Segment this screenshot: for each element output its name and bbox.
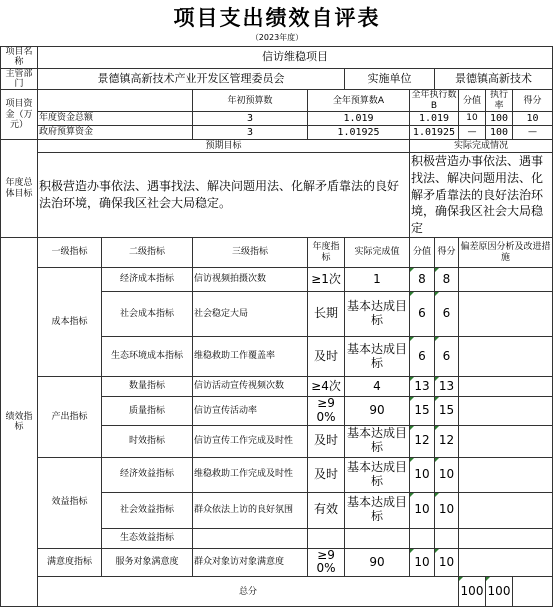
total-label: 总分 xyxy=(38,577,459,607)
gov-funds-label: 政府预算资金 xyxy=(38,126,193,140)
total-full-exec: 1.019 xyxy=(410,112,459,126)
indicator-row xyxy=(1,268,553,292)
total-full-budget: 1.019 xyxy=(308,112,410,126)
actual-cell: 90 xyxy=(345,548,410,577)
points-cell: 12 xyxy=(435,425,459,457)
indicator-header-row xyxy=(1,238,553,268)
total-score: 10 xyxy=(513,112,553,126)
points-cell: 10 xyxy=(435,548,459,577)
target-cell xyxy=(308,528,345,548)
value-cell: 8 xyxy=(410,268,435,292)
level3-cell: 信访宣传活动率 xyxy=(193,397,308,426)
col-score-value: 分值 xyxy=(459,90,486,112)
expected-goal-text: 积极营造办事依法、遇事找法、解决问题用法、化解矛盾靠法的良好法治环境，确保我区社会大局稳定。 xyxy=(38,153,410,238)
form-year: （2023年度） xyxy=(250,33,304,42)
form-title: 项目支出绩效自评表 xyxy=(173,5,381,30)
col-full-budget: 全年预算数A xyxy=(308,90,410,112)
gov-score: — xyxy=(513,126,553,140)
col-full-exec: 全年执行数B xyxy=(411,90,457,111)
value-cell: 10 xyxy=(410,492,435,528)
total-initial: 3 xyxy=(193,112,308,126)
total-deviation xyxy=(513,577,553,607)
level2-cell: 服务对象满意度 xyxy=(102,548,193,577)
actual-cell: 基本达成目标 xyxy=(345,492,410,528)
group-satisfaction: 满意度指标 xyxy=(38,548,102,577)
performance-indicators-label: 绩效指标 xyxy=(1,238,38,607)
level3-cell: 信访宣传工作完成及时性 xyxy=(193,425,308,457)
points-cell: 15 xyxy=(435,397,459,426)
value-cell: 6 xyxy=(410,292,435,337)
total-score-value: 10 xyxy=(459,112,486,126)
total-value: 100 xyxy=(459,577,486,607)
col-value: 分值 xyxy=(410,238,435,268)
yearly-goal-label: 年度总体目标 xyxy=(1,140,38,238)
target-cell: 及时 xyxy=(308,425,345,457)
actual-cell: 基本达成目标 xyxy=(345,292,410,337)
level2-cell: 时效指标 xyxy=(102,425,193,457)
level2-cell: 社会效益指标 xyxy=(102,492,193,528)
actual-cell: 基本达成目标 xyxy=(345,457,410,492)
target-cell: 及时 xyxy=(308,457,345,492)
actual-status-label: 实际完成情况 xyxy=(410,140,553,153)
funds-label: 项目资金（万元） xyxy=(1,90,38,140)
deviation-cell xyxy=(459,457,553,492)
deviation-cell xyxy=(459,397,553,426)
impl-unit-value: 景德镇高新技术 xyxy=(435,68,553,90)
deviation-cell xyxy=(459,268,553,292)
deviation-cell xyxy=(459,292,553,337)
actual-cell: 基本达成目标 xyxy=(345,425,410,457)
deviation-cell xyxy=(459,528,553,548)
level2-cell: 经济成本指标 xyxy=(102,268,193,292)
actual-cell: 4 xyxy=(345,377,410,397)
col-level1: 一级指标 xyxy=(38,238,102,268)
level3-cell: 信访活动宣传视频次数 xyxy=(193,377,308,397)
level3-cell: 维稳救助工作完成及时性 xyxy=(193,457,308,492)
level2-cell: 生态环境成本指标 xyxy=(102,337,193,377)
actual-status-text: 积极营造办事依法、遇事找法、解决问题用法、化解矛盾靠法的良好法治环境，确保我区社会大局稳定 xyxy=(410,153,553,238)
deviation-cell xyxy=(459,337,553,377)
total-funds-row xyxy=(1,112,553,126)
impl-unit-label: 实施单位 xyxy=(345,68,435,90)
level2-cell: 社会成本指标 xyxy=(102,292,193,337)
deviation-cell xyxy=(459,377,553,397)
actual-cell: 90 xyxy=(345,397,410,426)
points-cell: 8 xyxy=(435,268,459,292)
actual-cell: 基本达成目标 xyxy=(345,337,410,377)
indicator-row xyxy=(1,377,553,397)
gov-exec-rate: 100 xyxy=(486,126,513,140)
col-points: 得分 xyxy=(435,238,459,268)
gov-full-budget: 1.01925 xyxy=(308,126,410,140)
col-level3: 三级指标 xyxy=(193,238,308,268)
level3-cell: 信访视频拍摄次数 xyxy=(193,268,308,292)
actual-cell xyxy=(345,528,410,548)
department-row xyxy=(1,68,553,90)
col-year-target: 年度指标 xyxy=(308,238,345,268)
target-cell: ≥4次 xyxy=(308,377,345,397)
deviation-cell xyxy=(459,425,553,457)
value-cell: 12 xyxy=(410,425,435,457)
gov-full-exec: 1.01925 xyxy=(410,126,459,140)
level2-cell: 生态效益指标 xyxy=(102,528,193,548)
level2-cell: 质量指标 xyxy=(102,397,193,426)
project-name-row xyxy=(1,47,553,69)
project-name-label: 项目名称 xyxy=(1,47,38,69)
value-cell: 6 xyxy=(410,337,435,377)
target-cell: ≥1次 xyxy=(308,268,345,292)
target-cell: 长期 xyxy=(308,292,345,337)
gov-funds-row xyxy=(1,126,553,140)
points-cell xyxy=(435,528,459,548)
col-exec-rate: 执行率 xyxy=(486,90,513,112)
value-cell: 10 xyxy=(410,457,435,492)
group-output: 产出指标 xyxy=(38,377,102,458)
deviation-cell xyxy=(459,548,553,577)
points-cell: 6 xyxy=(435,292,459,337)
target-cell: 有效 xyxy=(308,492,345,528)
total-funds-label: 年度资金总额 xyxy=(38,112,193,126)
department-value: 景德镇高新技术产业开发区管理委员会 xyxy=(38,68,345,90)
level3-cell: 社会稳定大局 xyxy=(193,292,308,337)
gov-initial: 3 xyxy=(193,126,308,140)
actual-cell: 1 xyxy=(345,268,410,292)
col-score: 得分 xyxy=(513,90,553,112)
indicator-row xyxy=(1,457,553,492)
target-cell: 及时 xyxy=(308,337,345,377)
target-cell: ≥90% xyxy=(308,548,345,577)
group-benefit: 效益指标 xyxy=(38,457,102,548)
funds-header-row xyxy=(1,90,553,112)
level3-cell xyxy=(193,528,308,548)
gov-score-value: — xyxy=(459,126,486,140)
goal-header-row xyxy=(1,140,553,153)
level2-cell: 经济效益指标 xyxy=(102,457,193,492)
total-exec-rate: 100 xyxy=(486,112,513,126)
total-row xyxy=(1,577,553,607)
points-cell: 10 xyxy=(435,457,459,492)
points-cell: 6 xyxy=(435,337,459,377)
group-cost: 成本指标 xyxy=(38,268,102,377)
level3-cell: 群众对象访对象满意度 xyxy=(193,548,308,577)
value-cell: 15 xyxy=(410,397,435,426)
level3-cell: 维稳救助工作覆盖率 xyxy=(193,337,308,377)
col-initial-budget: 年初预算数 xyxy=(193,90,308,112)
evaluation-table xyxy=(0,46,553,607)
points-cell: 10 xyxy=(435,492,459,528)
project-name-value: 信访维稳项目 xyxy=(38,47,553,69)
value-cell xyxy=(410,528,435,548)
deviation-cell xyxy=(459,492,553,528)
value-cell: 10 xyxy=(410,548,435,577)
indicator-row xyxy=(1,548,553,577)
target-cell: ≥90% xyxy=(308,397,345,426)
value-cell: 13 xyxy=(410,377,435,397)
level3-cell: 群众依法上访的良好氛围 xyxy=(193,492,308,528)
col-level2: 二级指标 xyxy=(102,238,193,268)
goal-content-row xyxy=(1,153,553,238)
col-actual-value: 实际完成值 xyxy=(345,238,410,268)
department-label: 主管部门 xyxy=(1,68,38,90)
total-score: 100 xyxy=(486,577,513,607)
col-deviation: 偏差原因分析及改进措施 xyxy=(459,238,553,268)
level2-cell: 数量指标 xyxy=(102,377,193,397)
points-cell: 13 xyxy=(435,377,459,397)
expected-goal-label: 预期目标 xyxy=(38,140,410,153)
